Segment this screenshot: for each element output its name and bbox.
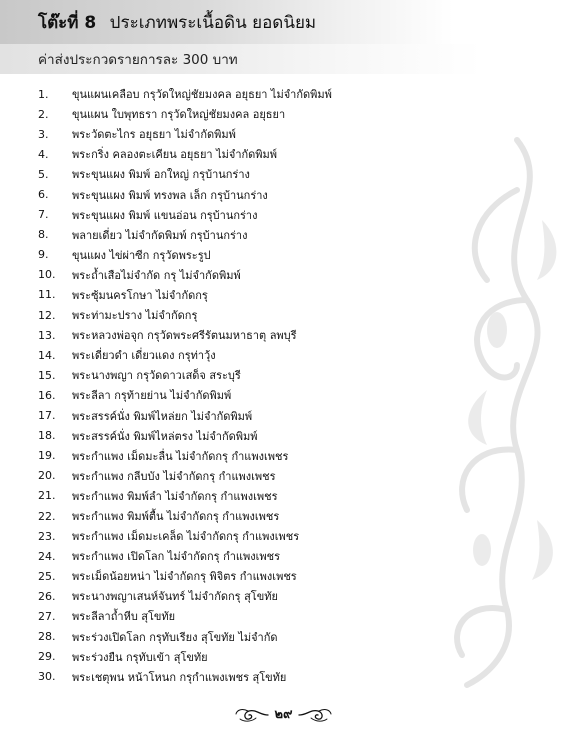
item-number: 13. [38, 328, 56, 342]
list-item [38, 667, 538, 687]
item-text: ขุนแผง ไข่ผ่าซีก กรุวัดพระรูป [72, 248, 211, 262]
item-text: พระลีลาถ้ำหีบ สุโขทัย [72, 610, 176, 624]
item-text: พระสรรค์นั่ง พิมพ์ไหล่ยก ไม่จำกัดพิมพ์ [72, 409, 253, 423]
list-item [38, 406, 538, 426]
item-text: พระนางพญา กรุวัดดาวเสด็จ สระบุรี [72, 369, 241, 383]
item-number: 15. [38, 368, 56, 382]
list-item [38, 466, 538, 486]
item-text: พระนางพญาเสนห์จันทร์ ไม่จำกัดกรุ สุโขทัย [72, 590, 278, 604]
item-text: พระท่ามะปราง ไม่จำกัดกรุ [72, 309, 198, 323]
item-text: พระกำแพง กลีบบัง ไม่จำกัดกรุ กำแพงเพชร [72, 469, 276, 483]
item-number: 2. [38, 107, 49, 121]
list-item [38, 385, 538, 405]
list-item [38, 486, 538, 506]
item-text: พระเม็ดน้อยหน่า ไม่จำกัดกรุ พิจิตร กำแพงเพชร [72, 570, 297, 584]
item-number: 1. [38, 87, 49, 101]
item-text: พระกำแพง เม็ดมะลื่น ไม่จำกัดกรุ กำแพงเพชร [72, 449, 289, 463]
item-number: 24. [38, 549, 56, 563]
list-item [38, 345, 538, 365]
page-footer [0, 702, 567, 728]
item-number: 17. [38, 409, 56, 423]
item-number: 8. [38, 228, 49, 242]
item-number: 30. [38, 670, 56, 684]
page-title [38, 10, 316, 36]
item-number: 7. [38, 208, 49, 222]
list-item [38, 446, 538, 466]
item-text: ขุนแผน ใบพุทธรา กรุวัดใหญ่ชัยมงคล อยุธยา [72, 108, 286, 122]
list-item [38, 285, 538, 305]
item-text: พระถ้ำเสือไม่จำกัด กรุ ไม่จำกัดพิมพ์ [72, 268, 241, 282]
item-number: 14. [38, 348, 56, 362]
category-list [38, 84, 538, 687]
item-text: พระวัดตะไกร อยุธยา ไม่จำกัดพิมพ์ [72, 128, 236, 142]
item-text: พลายเดี่ยว ไม่จำกัดพิมพ์ กรุบ้านกร่าง [72, 228, 248, 242]
list-item [38, 586, 538, 606]
item-text: พระเชตุพน หน้าโหนก กรุกำแพงเพชร สุโขทัย [72, 670, 287, 684]
item-number: 23. [38, 529, 56, 543]
list-item [38, 606, 538, 626]
list-item [38, 566, 538, 586]
list-item [38, 184, 538, 204]
list-item [38, 104, 538, 124]
page-number-ornament [234, 702, 332, 728]
item-text: พระขุนแผง พิมพ์ ทรงพล เล็ก กรุบ้านกร่าง [72, 188, 268, 202]
item-number: 4. [38, 147, 49, 161]
item-number: 11. [38, 288, 56, 302]
item-number: 27. [38, 609, 56, 623]
item-number: 3. [38, 127, 49, 141]
list-item [38, 365, 538, 385]
item-text: พระกำแพง เปิดโลก ไม่จำกัดกรุ กำแพงเพชร [72, 550, 281, 564]
list-item [38, 627, 538, 647]
list-item [38, 526, 538, 546]
item-text: พระสรรค์นั่ง พิมพ์ไหล่ตรง ไม่จำกัดพิมพ์ [72, 429, 258, 443]
item-number: 28. [38, 630, 56, 644]
item-number: 29. [38, 650, 56, 664]
list-item [38, 546, 538, 566]
page-number: ๒๙ [274, 707, 293, 722]
left-swirl-icon [234, 707, 270, 723]
item-number: 16. [38, 388, 56, 402]
list-item [38, 305, 538, 325]
item-text: พระขุนแผง พิมพ์ อกใหญ่ กรุบ้านกร่าง [72, 168, 250, 182]
item-number: 10. [38, 268, 56, 282]
list-item [38, 124, 538, 144]
item-number: 19. [38, 449, 56, 463]
item-text: พระลีลา กรุท้ายย่าน ไม่จำกัดพิมพ์ [72, 389, 232, 403]
item-text: ขุนแผนเคลือบ กรุวัดใหญ่ชัยมงคล อยุธยา ไม่จำกัดพิมพ์ [72, 88, 332, 102]
list-item [38, 164, 538, 184]
item-number: 6. [38, 188, 49, 202]
list-item [38, 265, 538, 285]
table-number: โต๊ะที่ 8 [38, 13, 97, 33]
item-number: 12. [38, 308, 56, 322]
entry-fee-text: ค่าส่งประกวดรายการละ 300 บาท [38, 52, 238, 68]
list-item [38, 144, 538, 164]
list-item [38, 245, 538, 265]
list-item [38, 205, 538, 225]
item-number: 25. [38, 569, 56, 583]
list-item [38, 84, 538, 104]
list-item [38, 225, 538, 245]
item-text: พระร่วงยืน กรุทับเข้า สุโขทัย [72, 650, 208, 664]
list-item [38, 325, 538, 345]
item-number: 21. [38, 489, 56, 503]
item-text: พระหลวงพ่อจุก กรุวัดพระศรีรัตนมหาธาตุ ลพบุรี [72, 329, 297, 343]
item-text: พระร่วงเปิดโลก กรุทับเรียง สุโขทัย ไม่จำกัด [72, 630, 278, 644]
item-text: พระกริ่ง คลองตะเคียน อยุธยา ไม่จำกัดพิมพ์ [72, 148, 278, 162]
item-number: 20. [38, 469, 56, 483]
item-text: พระขุนแผง พิมพ์ แขนอ่อน กรุบ้านกร่าง [72, 208, 258, 222]
item-text: พระกำแพง เม็ดมะเคล็ด ไม่จำกัดกรุ กำแพงเพชร [72, 530, 300, 544]
item-text: พระกำแพง พิมพ์ลำ ไม่จำกัดกรุ กำแพงเพชร [72, 489, 278, 503]
item-number: 22. [38, 509, 56, 523]
item-text: พระซุ้มนครโกษา ไม่จำกัดกรุ [72, 288, 208, 302]
item-number: 18. [38, 429, 56, 443]
right-swirl-icon [297, 707, 333, 723]
list-item [38, 506, 538, 526]
item-text: พระกำแพง พิมพ์ตื้น ไม่จำกัดกรุ กำแพงเพชร [72, 510, 280, 524]
item-text: พระเดี่ยวดำ เดี่ยวแดง กรุท่าวุ้ง [72, 349, 216, 363]
item-number: 5. [38, 167, 49, 181]
item-number: 26. [38, 589, 56, 603]
list-item [38, 426, 538, 446]
page-header [0, 0, 567, 78]
category-name: ประเภทพระเนื้อดิน ยอดนิยม [109, 13, 317, 33]
item-number: 9. [38, 248, 49, 262]
list-item [38, 647, 538, 667]
